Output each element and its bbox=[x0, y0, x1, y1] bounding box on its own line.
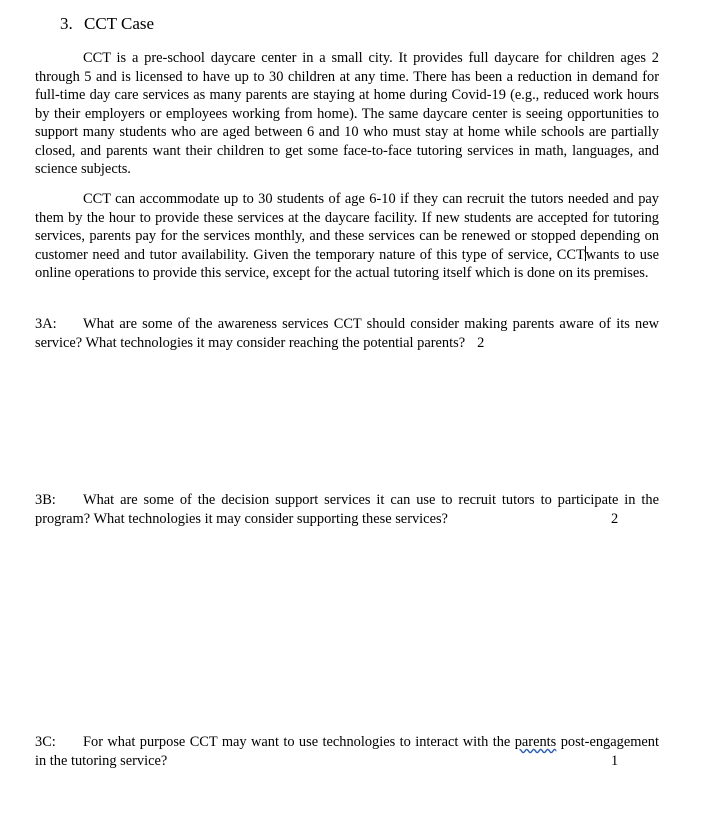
question-3c-text-part-1: For what purpose CCT may want to use technologies to interact with the bbox=[83, 734, 511, 750]
spellcheck-flagged-word[interactable]: parents bbox=[514, 734, 557, 750]
question-3c-points: 1 bbox=[611, 752, 619, 769]
question-3c-text-part-2: post-engagement in the tutoring service? bbox=[35, 734, 659, 769]
case-paragraph-2-part-2: wants to use online operations to provide this service, except for the actual tutoring itself which is done on its premises. bbox=[35, 246, 659, 281]
question-3c[interactable] bbox=[35, 733, 659, 770]
section-heading bbox=[60, 13, 154, 35]
section-number: 3. bbox=[60, 14, 73, 33]
question-3a[interactable] bbox=[35, 315, 659, 352]
question-3c-label: 3C: bbox=[35, 734, 56, 750]
question-3b-label: 3B: bbox=[35, 492, 56, 508]
question-3a-label: 3A: bbox=[35, 316, 57, 332]
question-3a-text: What are some of the awareness services CCT should consider making parents aware of its new service? What technologies it may consider reaching the potential parents? bbox=[35, 316, 659, 351]
case-paragraph-1[interactable]: CCT is a pre-school daycare center in a small city. It provides full daycare for children ages 2 through 5 and is licensed to have up to 30 children at any time. There has been a reduction in demand for full-time day care services as many parents are staying at home during Covid-19 (e.g., reduced work hours by their employers or employees working from home). The same daycare center is seeing opportunities to support many students who are aged between 6 and 10 who must stay at home while schools are partially closed, and parents want their children to get some face-to-face tutoring services in math, languages, and science subjects. bbox=[35, 50, 659, 177]
question-3a-points: 2 bbox=[477, 334, 485, 351]
case-paragraph-2[interactable] bbox=[35, 190, 659, 283]
question-3b[interactable] bbox=[35, 491, 659, 528]
question-3b-points: 2 bbox=[611, 510, 619, 527]
question-3b-text: What are some of the decision support services it can use to recruit tutors to participate in the program? What technologies it may consider supporting these services? bbox=[35, 492, 659, 527]
case-paragraph-2-part-1: CCT can accommodate up to 30 students of age 6-10 if they can recruit the tutors needed and pay them by the hour to provide these services at the daycare facility. If new students are accepted for tutoring services, parents pay for the services monthly, and these services can be renewed or stopped depending on customer need and tutor availability. Given the temporary nature of this type of service, CCT bbox=[35, 191, 659, 263]
section-title: CCT Case bbox=[84, 14, 155, 33]
